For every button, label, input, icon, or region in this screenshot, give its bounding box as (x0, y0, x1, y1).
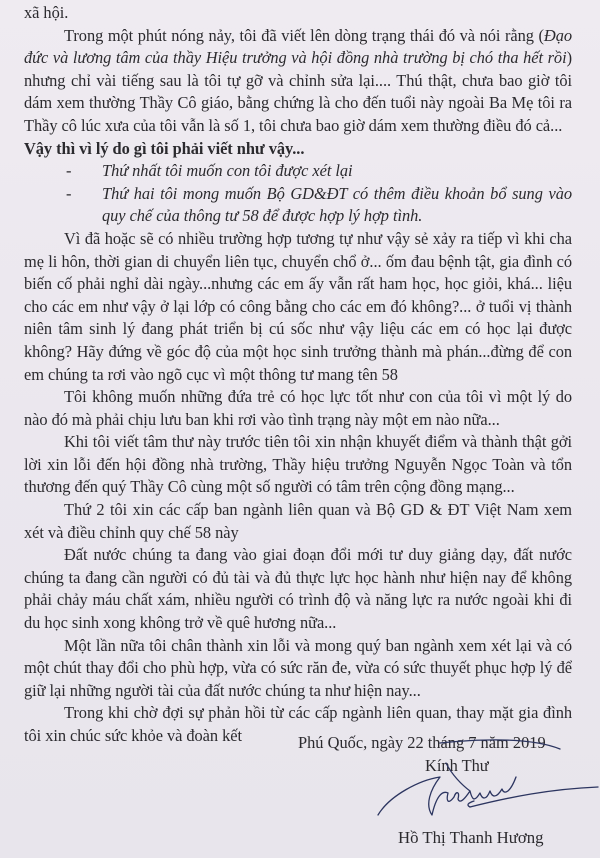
paragraph-closing-wishes: Trong khi chờ đợi sự phản hồi từ các cấp ngành liên quan, thay mặt gia đình tôi xin chúc sức khỏe và đoàn kết (24, 703, 572, 745)
paragraph-text: ) nhưng chỉ vài tiếng sau là tôi tự gỡ và chỉnh sửa lại.... Thú thật, chưa bao giờ tôi dám xem thường Thầy Cô giáo, bằng chứng là cho đến tuổi này ngoài Ba Mẹ tôi ra Thầy cô lúc xưa của tôi vẫn là số 1, tôi chưa bao giờ dám xem thường điều đó cả... (24, 48, 572, 135)
paragraph-appeal: Một lần nữa tôi chân thành xin lỗi và mong quý ban ngành xem xét lại và có một chút thay đổi cho phù hợp, vừa có sức răn đe, vừa có sức thuyết phục hợp lý để giữ lại những người tài của đất nước chúng ta như hiện nay... (24, 635, 572, 700)
paragraph-text: Trong một phút nóng nảy, tôi đã viết lên dòng trạng thái đó và nói rằng ( (64, 25, 544, 45)
dash-bullet: - (66, 161, 72, 181)
signer-name: Hồ Thị Thanh Hương (398, 828, 544, 847)
reasons-list (24, 160, 572, 228)
quoted-status-text: Đạo đức và lương tâm của thầy Hiệu trưởng và hội đồng nhà trường bị chó tha hết rồi (24, 25, 572, 68)
paragraph-apology-context (24, 25, 572, 138)
continuation-text: xã hội. (24, 3, 69, 22)
paragraph-circumstances: Vì đã hoặc sẽ có nhiều trường hợp tương tự như vậy sẻ xảy ra tiếp vì khi cha mẹ li hôn, thời gian di chuyển liên tục, chuyển chổ ở... ốm đau bệnh tật, gia đình có biến cố phải nghỉ dài ngày...nhưng các em ấy vẫn rất ham học, học giỏi, khá... liệu cho các em như vậy ở lại lớp có công bằng cho các em đó không?... ở tuổi vị thành niên tâm sinh lý đang phát triển bị cú sốc như vậy liệu các em có học lại được không? Hãy đứng về góc độ của một học sinh trưởng thành mà phán...đừng để con em chúng ta rơi vào ngõ cục vì một thông tư mang tên 58 (24, 228, 572, 384)
paragraph-apology: Khi tôi viết tâm thư này trước tiên tôi xin nhận khuyết điểm và thành thật gởi lời xin lỗi đến hội đồng nhà trường, Thầy hiệu trưởng Nguyễn Ngọc Toàn và tổn thương đến quý Thầy Cô cùng một số người có tâm trên cộng đồng mạng... (24, 432, 572, 497)
place-date: Phú Quốc, ngày 22 tháng 7 năm 2019 (298, 733, 546, 752)
dash-bullet: - (66, 183, 72, 203)
closing-salutation: Kính Thư (425, 756, 489, 775)
paragraph-request: Thứ 2 tôi xin các cấp ban ngành liên quan và Bộ GD & ĐT Việt Nam xem xét và điều chỉnh quy chế 58 này (24, 500, 572, 542)
letter-body (24, 2, 572, 748)
paragraph-wish: Tôi không muốn những đứa trẻ có học lực tốt như con của tôi vì một lý do nào đó mà phải chịu lưu ban khi rơi vào tình trạng này một em nào nữa... (24, 387, 572, 429)
handwritten-signature-icon (370, 735, 600, 830)
reason-text: Thứ hai tôi mong muốn Bộ GD&ĐT có thêm điều khoản bổ sung vào quy chế của thông tư 58 để được hợp lý hợp tình. (102, 183, 572, 226)
reason-item (64, 160, 572, 183)
paragraph-brain-drain: Đất nước chúng ta đang vào giai đoạn đổi mới tư duy giảng dạy, đất nước chúng ta đang cần người có đủ tài và đủ thực lực học hành như hiện nay để không phải chảy máu chất xám, nhiều người có trình độ và năng lực ra nước ngoài khi đi du học sinh xong không trở về quê hương nữa... (24, 545, 572, 633)
reason-text: Thứ nhất tôi muốn con tôi được xét lại (102, 161, 353, 181)
section-heading: Vậy thì vì lý do gì tôi phải viết như vậy... (24, 138, 305, 158)
reason-item (64, 183, 572, 228)
